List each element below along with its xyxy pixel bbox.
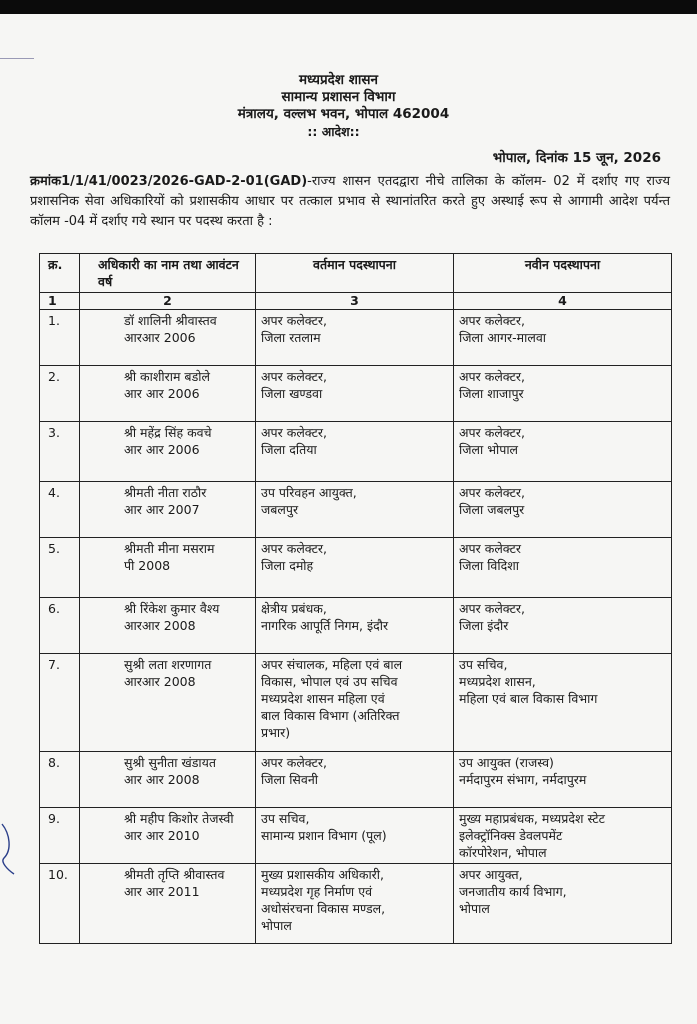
new-posting-cell (454, 422, 672, 482)
table-row (40, 366, 672, 422)
serial-number-cell: 4. (40, 482, 80, 538)
serial-number-cell: 8. (40, 752, 80, 808)
new-posting-line: नर्मदापुरम संभाग, नर्मदापुरम (459, 772, 587, 787)
current-posting-line: जबलपुर (261, 502, 299, 517)
new-posting-cell (454, 538, 672, 598)
officer-batch: आरआर 2006 (124, 330, 196, 345)
current-posting-line: अपर कलेक्टर, (261, 541, 328, 556)
current-posting-line: जिला खण्डवा (261, 386, 323, 401)
new-posting-line: अपर कलेक्टर, (459, 425, 526, 440)
new-posting-line: उप सचिव, (459, 657, 508, 672)
col-number-3: 3 (256, 293, 454, 310)
officer-name: श्रीमती तृप्ति श्रीवास्तव (124, 867, 225, 882)
new-posting-line: जिला जबलपुर (459, 502, 525, 517)
officer-cell (80, 422, 256, 482)
officer-name: श्री रिंकेश कुमार वैश्य (124, 601, 220, 616)
current-posting-line: अपर कलेक्टर, (261, 755, 328, 770)
new-posting-cell (454, 752, 672, 808)
officer-name: सुश्री सुनीता खंडायत (124, 755, 216, 770)
new-posting-line: अपर कलेक्टर, (459, 313, 526, 328)
new-posting-line: जिला भोपाल (459, 442, 519, 457)
serial-number-cell: 7. (40, 654, 80, 752)
serial-number-cell: 6. (40, 598, 80, 654)
new-posting-cell (454, 864, 672, 944)
new-posting-line: अपर कलेक्टर, (459, 601, 526, 616)
new-posting-line: जनजातीय कार्य विभाग, (459, 884, 567, 899)
officer-name: डॉ शालिनी श्रीवास्तव (124, 313, 217, 328)
officer-batch: आरआर 2008 (124, 618, 196, 633)
new-posting-line: जिला शाजापुर (459, 386, 524, 401)
current-posting-cell (256, 482, 454, 538)
officer-cell (80, 808, 256, 864)
col-header-serial: क्र. (40, 254, 80, 293)
col-number-4: 4 (454, 293, 672, 310)
current-posting-line: मुख्य प्रशासकीय अधिकारी, (261, 867, 385, 882)
column-number-row (40, 293, 672, 310)
new-posting-line: अपर कलेक्टर, (459, 485, 526, 500)
new-posting-cell (454, 482, 672, 538)
current-posting-line: जिला रतलाम (261, 330, 321, 345)
table-body (40, 293, 672, 944)
officer-batch: आर आर 2006 (124, 442, 200, 457)
serial-number-cell: 1. (40, 310, 80, 366)
officer-name: श्री महीप किशोर तेजस्वी (124, 811, 234, 826)
current-posting-line: मध्यप्रदेश गृह निर्माण एवं (261, 884, 373, 899)
current-posting-line: सामान्य प्रशान विभाग (पूल) (261, 828, 387, 843)
new-posting-line: मुख्य महाप्रबंधक, मध्यप्रदेश स्टेट (459, 811, 605, 826)
officer-name: सुश्री लता शरणागत (124, 657, 212, 672)
new-posting-cell (454, 366, 672, 422)
current-posting-cell (256, 366, 454, 422)
officer-batch: आर आर 2011 (124, 884, 200, 899)
current-posting-line: उप सचिव, (261, 811, 310, 826)
current-posting-cell (256, 864, 454, 944)
document-header (0, 72, 697, 140)
officer-cell (80, 864, 256, 944)
new-posting-line: भोपाल (459, 901, 490, 916)
serial-number-cell: 5. (40, 538, 80, 598)
margin-pen-mark (0, 58, 34, 59)
current-posting-line: भोपाल (261, 918, 292, 933)
new-posting-line: जिला इंदौर (459, 618, 509, 633)
new-posting-cell (454, 808, 672, 864)
officer-cell (80, 310, 256, 366)
order-intro-text: -राज्य शासन एतदद्वारा नीचे तालिका के कॉलम- 02 में दर्शाए गए राज्य प्रशासनिक सेवा अधिकारियों को प्रशासकीय आधार पर तत्काल प्रभाव से स्थानांतरित करते हुए अस्थाई रूप से आगामी आदेश पर्यन्त कॉलम -04 में दर्शाए गये स्थान पर पदस्थ करता है : (30, 174, 670, 229)
signature-mark (0, 822, 16, 882)
new-posting-cell (454, 598, 672, 654)
table-row (40, 310, 672, 366)
order-reference-number: क्रमांक1/1/41/0023/2026-GAD-2-01(GAD) (30, 174, 308, 189)
current-posting-line: जिला सिवनी (261, 772, 319, 787)
col-header-current-posting: वर्तमान पदस्थापना (256, 254, 454, 293)
current-posting-line: अधोसंरचना विकास मण्डल, (261, 901, 386, 916)
current-posting-cell (256, 422, 454, 482)
new-posting-line: अपर कलेक्टर, (459, 369, 526, 384)
table-row (40, 808, 672, 864)
col-number-1: 1 (40, 293, 80, 310)
serial-number-cell: 10. (40, 864, 80, 944)
table-row (40, 422, 672, 482)
officer-cell (80, 366, 256, 422)
serial-number-cell: 3. (40, 422, 80, 482)
col-header-officer: अधिकारी का नाम तथा आवंटन वर्ष (80, 254, 256, 293)
table-row (40, 482, 672, 538)
officer-name: श्री काशीराम बडोले (124, 369, 210, 384)
new-posting-cell (454, 654, 672, 752)
table-row (40, 598, 672, 654)
current-posting-cell (256, 808, 454, 864)
officer-cell (80, 482, 256, 538)
officer-batch: आरआर 2008 (124, 674, 196, 689)
header-government: मध्यप्रदेश शासन (298, 72, 378, 88)
officer-cell (80, 598, 256, 654)
top-dark-strip (0, 0, 697, 14)
officer-cell (80, 752, 256, 808)
table-row (40, 654, 672, 752)
new-posting-line: महिला एवं बाल विकास विभाग (459, 691, 598, 706)
serial-number-cell: 9. (40, 808, 80, 864)
header-order-title: :: आदेश:: (307, 124, 360, 139)
officer-name: श्रीमती नीता राठौर (124, 485, 207, 500)
current-posting-line: क्षेत्रीय प्रबंधक, (261, 601, 327, 616)
current-posting-line: जिला दतिया (261, 442, 317, 457)
current-posting-line: अपर कलेक्टर, (261, 369, 328, 384)
current-posting-cell (256, 310, 454, 366)
new-posting-line: अपर आयुक्त, (459, 867, 523, 882)
current-posting-line: उप परिवहन आयुक्त, (261, 485, 357, 500)
officer-batch: आर आर 2006 (124, 386, 200, 401)
current-posting-cell (256, 752, 454, 808)
current-posting-line: अपर कलेक्टर, (261, 425, 328, 440)
officer-cell (80, 654, 256, 752)
current-posting-line: विकास, भोपाल एवं उप सचिव (261, 674, 398, 689)
date-line: भोपाल, दिनांक 15 जून, 2026 (492, 150, 661, 166)
officer-cell (80, 538, 256, 598)
officer-batch: आर आर 2008 (124, 772, 200, 787)
header-department: सामान्य प्रशासन विभाग (281, 89, 396, 105)
serial-number-cell: 2. (40, 366, 80, 422)
current-posting-line: मध्यप्रदेश शासन महिला एवं (261, 691, 385, 706)
table-row (40, 538, 672, 598)
current-posting-cell (256, 538, 454, 598)
transfer-table (39, 253, 672, 944)
new-posting-line: जिला आगर-मालवा (459, 330, 547, 345)
officer-batch: आर आर 2007 (124, 502, 200, 517)
officer-name: श्रीमती मीना मसराम (124, 541, 215, 556)
new-posting-line: अपर कलेक्टर (459, 541, 522, 556)
current-posting-line: नागरिक आपूर्ति निगम, इंदौर (261, 618, 389, 633)
current-posting-line: जिला दमोह (261, 558, 314, 573)
new-posting-line: जिला विदिशा (459, 558, 519, 573)
new-posting-line: मध्यप्रदेश शासन, (459, 674, 536, 689)
current-posting-line: अपर कलेक्टर, (261, 313, 328, 328)
new-posting-line: इलेक्ट्रॉनिक्स डेवलपमेंट (459, 828, 563, 843)
col-number-2: 2 (80, 293, 256, 310)
order-intro-paragraph (30, 172, 670, 232)
table-row (40, 752, 672, 808)
table-row (40, 864, 672, 944)
officer-name: श्री महेंद्र सिंह कवचे (124, 425, 212, 440)
new-posting-line: कॉरपोरेशन, भोपाल (459, 845, 547, 860)
new-posting-cell (454, 310, 672, 366)
new-posting-line: उप आयुक्त (राजस्व) (459, 755, 554, 770)
current-posting-line: प्रभार) (261, 725, 291, 740)
officer-batch: आर आर 2010 (124, 828, 200, 843)
col-header-new-posting: नवीन पदस्थापना (454, 254, 672, 293)
current-posting-line: बाल विकास विभाग (अतिरिक्त (261, 708, 400, 723)
current-posting-cell (256, 598, 454, 654)
current-posting-cell (256, 654, 454, 752)
table-header-row (40, 254, 672, 293)
current-posting-line: अपर संचालक, महिला एवं बाल (261, 657, 403, 672)
officer-batch: पी 2008 (124, 558, 171, 573)
header-address: मंत्रालय, वल्लभ भवन, भोपाल 462004 (237, 106, 450, 122)
